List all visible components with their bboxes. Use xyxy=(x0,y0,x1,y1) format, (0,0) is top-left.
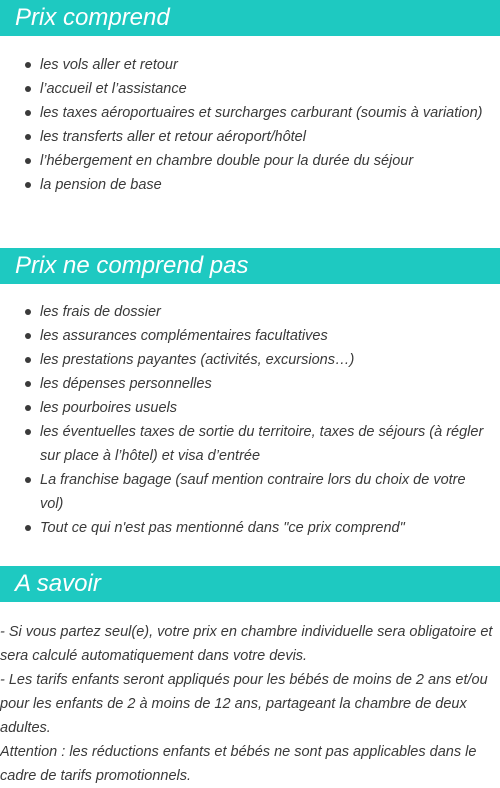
list-item: Tout ce qui n'est pas mentionné dans "ce prix comprend" xyxy=(0,516,500,540)
paragraph: - Les tarifs enfants seront appliqués pour les bébés de moins de 2 ans et/ou pour les enfants de 2 à moins de 12 ans, partageant la chambre de deux adultes. xyxy=(0,672,488,736)
section-title-prix-ne-comprend-pas: Prix ne comprend pas xyxy=(0,248,500,284)
list-item: l’accueil et l’assistance xyxy=(0,77,500,101)
bullet-icon xyxy=(25,62,31,68)
bullet-icon xyxy=(25,86,31,92)
list-item: les pourboires usuels xyxy=(0,396,500,420)
bullet-icon xyxy=(25,182,31,188)
list-item: les prestations payantes (activités, excursions…) xyxy=(0,348,500,372)
list-item: La franchise bagage (sauf mention contraire lors du choix de votre vol) xyxy=(0,468,500,516)
list-prix-comprend xyxy=(0,53,500,197)
section-title-prix-comprend: Prix comprend xyxy=(0,0,500,36)
list-item: les taxes aéroportuaires et surcharges carburant (soumis à variation) xyxy=(0,101,500,125)
list-item: l’hébergement en chambre double pour la durée du séjour xyxy=(0,149,500,173)
list-item: les assurances complémentaires facultatives xyxy=(0,324,500,348)
bullet-icon xyxy=(25,134,31,140)
list-item: les éventuelles taxes de sortie du territoire, taxes de séjours (à régler sur place à l’hôtel) et visa d’entrée xyxy=(0,420,500,468)
section-title-a-savoir: A savoir xyxy=(0,566,500,602)
bullet-icon xyxy=(25,477,31,483)
bullet-icon xyxy=(25,158,31,164)
bullet-icon xyxy=(25,429,31,435)
bullet-icon xyxy=(25,381,31,387)
paragraph: - Si vous partez seul(e), votre prix en chambre individuelle sera obligatoire et sera calculé automatiquement dans votre devis. xyxy=(0,624,493,664)
bullet-icon xyxy=(25,405,31,411)
bullet-icon xyxy=(25,309,31,315)
bullet-icon xyxy=(25,525,31,531)
bullet-icon xyxy=(25,333,31,339)
list-item: les frais de dossier xyxy=(0,300,500,324)
list-item: les dépenses personnelles xyxy=(0,372,500,396)
bullet-icon xyxy=(25,110,31,116)
list-prix-ne-comprend-pas xyxy=(0,300,500,540)
paragraph: Attention : les réductions enfants et bébés ne sont pas applicables dans le cadre de tarifs promotionnels. xyxy=(0,744,477,784)
bullet-icon xyxy=(25,357,31,363)
list-item: les vols aller et retour xyxy=(0,53,500,77)
list-item: la pension de base xyxy=(0,173,500,197)
list-item: les transferts aller et retour aéroport/hôtel xyxy=(0,125,500,149)
a-savoir-text xyxy=(0,620,500,788)
